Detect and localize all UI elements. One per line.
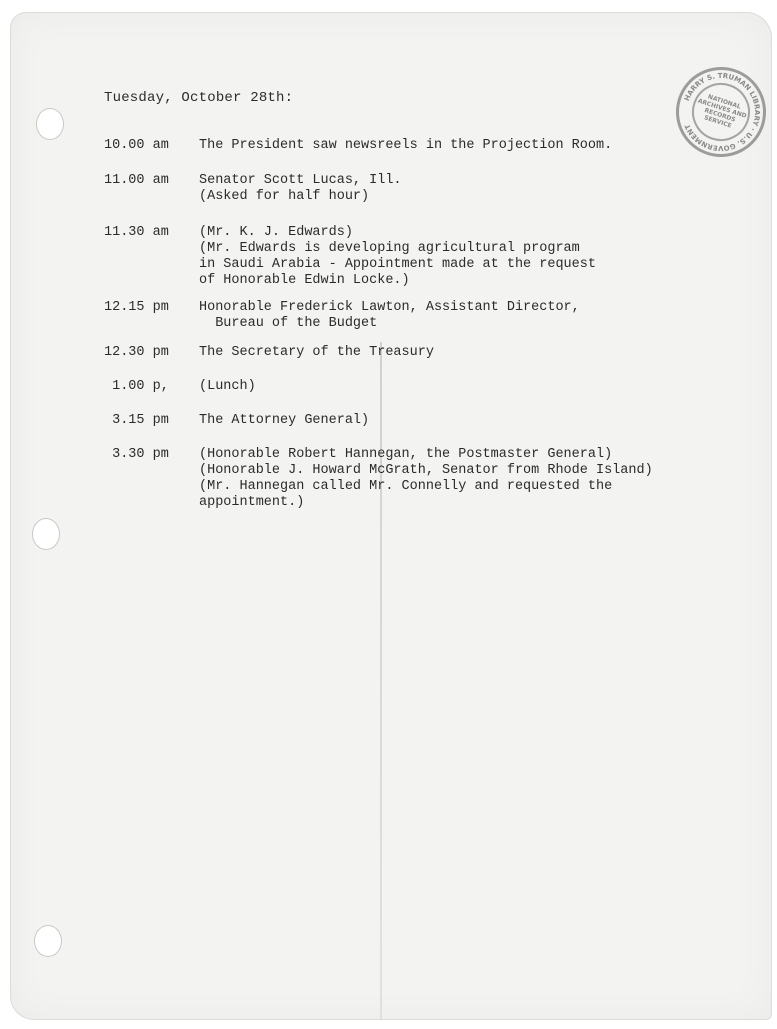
- punch-hole: [34, 925, 62, 957]
- entry-line: The President saw newsreels in the Projection Room.: [199, 138, 613, 153]
- entry-line: Senator Scott Lucas, Ill.: [199, 173, 402, 188]
- entry-time: 10.00 am: [104, 138, 169, 153]
- entry-line: The Secretary of the Treasury: [199, 345, 434, 360]
- entry-line: appointment.): [199, 495, 305, 510]
- stamp-center-text: NATIONAL ARCHIVES AND RECORDS SERVICE: [696, 93, 748, 130]
- entry-time: 3.30 pm: [104, 447, 169, 462]
- entry-line: (Honorable J. Howard McGrath, Senator from Rhode Island): [199, 463, 653, 478]
- entry-line: Bureau of the Budget: [199, 316, 378, 331]
- entry-line: (Honorable Robert Hannegan, the Postmaster General): [199, 447, 613, 462]
- entry-line: (Mr. K. J. Edwards): [199, 225, 353, 240]
- entry-time: 11.30 am: [104, 225, 169, 240]
- entry-time: 11.00 am: [104, 173, 169, 188]
- entry-line: Honorable Frederick Lawton, Assistant Director,: [199, 300, 580, 315]
- entry-time: 12.15 pm: [104, 300, 169, 315]
- entry-time: 3.15 pm: [104, 413, 169, 428]
- document-page: [10, 12, 772, 1020]
- entry-time: 1.00 p,: [104, 379, 169, 394]
- punch-hole: [32, 518, 60, 550]
- entry-line: of Honorable Edwin Locke.): [199, 273, 410, 288]
- svg-text:HARRY S. TRUMAN LIBRARY · U.S.: HARRY S. TRUMAN LIBRARY · U.S. GOVERNMENT: [683, 71, 762, 153]
- entry-line: (Mr. Edwards is developing agricultural program: [199, 241, 580, 256]
- stamp-ring-icon: [668, 59, 772, 165]
- archive-stamp: [664, 55, 772, 168]
- entry-time: 12.30 pm: [104, 345, 169, 360]
- entry-line: The Attorney General): [199, 413, 370, 428]
- entry-line: (Lunch): [199, 379, 256, 394]
- entry-line: in Saudi Arabia - Appointment made at the request: [199, 257, 596, 272]
- punch-hole: [36, 108, 64, 140]
- entry-line: (Mr. Hannegan called Mr. Connelly and requested the: [199, 479, 613, 494]
- paper-crease: [380, 342, 382, 1020]
- entry-line: (Asked for half hour): [199, 189, 370, 204]
- date-heading: Tuesday, October 28th:: [104, 90, 294, 106]
